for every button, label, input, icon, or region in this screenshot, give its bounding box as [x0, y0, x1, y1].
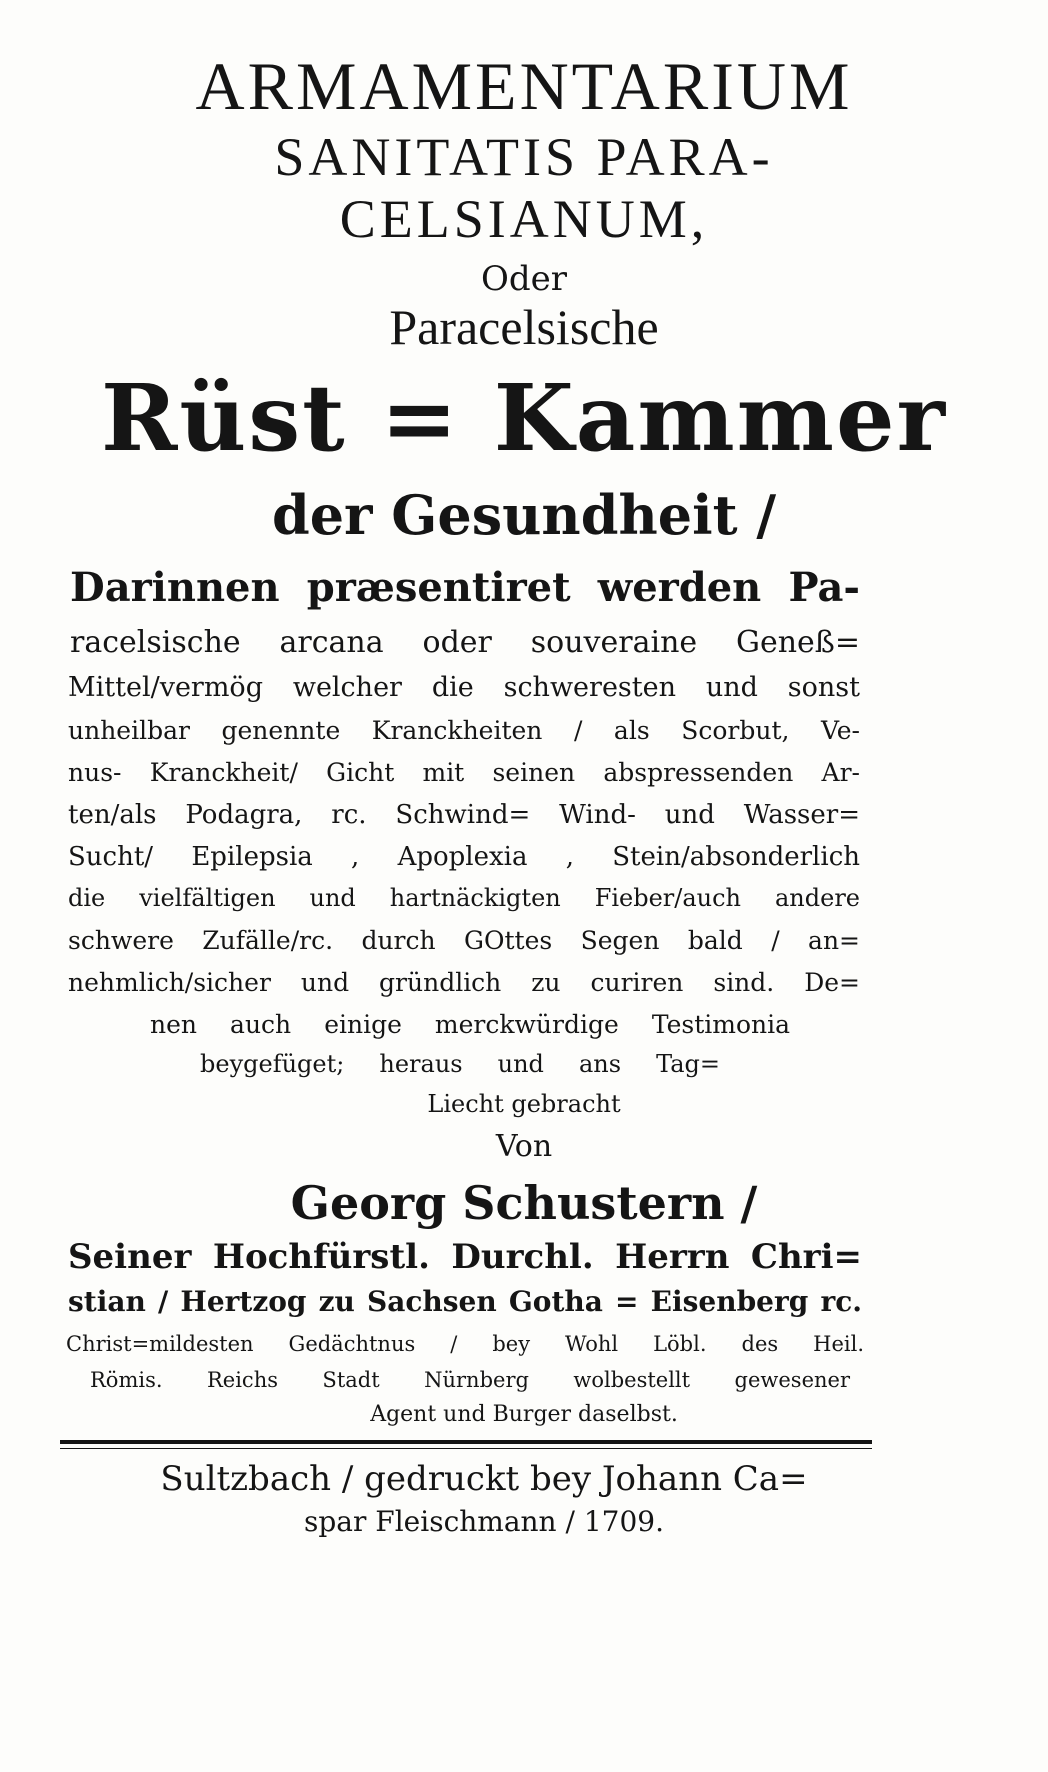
latin-title-line-2: SANITATIS PARA-: [274, 127, 774, 187]
divider-rule-thick: [60, 1440, 872, 1444]
description-line-2: racelsische arcana oder souveraine Geneß=: [70, 625, 860, 660]
description-line-6: ten/als Podagra, rc. Schwind= Wind- und Wasser=: [68, 800, 860, 830]
description-line-10: nehmlich/sicher und gründlich zu curiren sind. De=: [68, 968, 860, 997]
author-titles-line-2: stian / Hertzog zu Sachsen Gotha = Eisenberg rc.: [68, 1285, 862, 1318]
author-name: Georg Schustern /: [290, 1176, 758, 1230]
author-titles-line-5: Agent und Burger daselbst.: [370, 1402, 678, 1427]
description-line-4: unheilbar genennte Kranckheiten / als Scorbut, Ve-: [68, 716, 860, 745]
description-line-9: schwere Zufälle/rc. durch GOttes Segen bald / an=: [68, 926, 860, 955]
paracelsische-line: Paracelsische: [389, 299, 659, 355]
description-line-12: beygefüget; heraus und ans Tag=: [200, 1050, 720, 1078]
author-titles-line-1: Seiner Hochfürstl. Durchl. Herrn Chri=: [68, 1237, 862, 1277]
description-line-8: die vielfältigen und hartnäckigten Fieber/auch andere: [68, 884, 860, 912]
description-line-7: Sucht/ Epilepsia , Apoplexia , Stein/absonderlich: [68, 842, 860, 872]
description-line-5: nus- Kranckheit/ Gicht mit seinen abspressenden Ar-: [68, 758, 860, 787]
author-titles-line-4: Römis. Reichs Stadt Nürnberg wolbestellt gewesener: [90, 1368, 850, 1392]
imprint-line-1: Sultzbach / gedruckt bey Johann Ca=: [160, 1459, 808, 1499]
imprint-line-2: spar Fleischmann / 1709.: [304, 1505, 664, 1538]
description-line-11: nen auch einige merckwürdige Testimonia: [150, 1010, 790, 1039]
divider-rule-thin: [60, 1448, 872, 1449]
latin-title-line-1: ARMAMENTARIUM: [195, 48, 853, 124]
description-line-3: Mittel/vermög welcher die schweresten und sonst: [68, 672, 860, 703]
author-titles-line-3: Christ=mildesten Gedächtnus / bey Wohl Löbl. des Heil.: [66, 1332, 864, 1356]
von-line: Von: [495, 1129, 553, 1164]
latin-title-line-3: CELSIANUM,: [339, 189, 709, 249]
oder-line: Oder: [480, 259, 567, 299]
main-title: Rüst = Kammer: [100, 364, 948, 472]
description-line-13: Liecht gebracht: [427, 1090, 621, 1118]
der-gesundheit-line: der Gesundheit /: [271, 483, 777, 547]
description-line-1: Darinnen præsentiret werden Pa-: [70, 564, 860, 611]
